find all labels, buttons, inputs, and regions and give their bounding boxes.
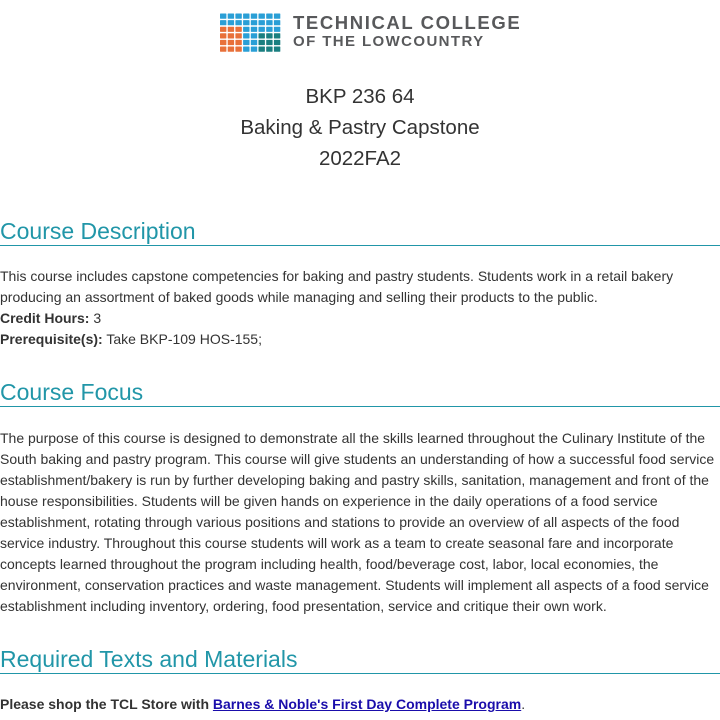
required-texts-heading: Required Texts and Materials bbox=[0, 646, 720, 674]
logo-tile bbox=[266, 47, 272, 52]
logo-tile bbox=[243, 20, 249, 25]
logo-tile bbox=[274, 27, 280, 32]
logo-tile bbox=[235, 27, 241, 32]
logo-tile bbox=[243, 14, 249, 19]
college-logo-text bbox=[293, 14, 521, 51]
logo-tile bbox=[228, 40, 234, 45]
logo-tile bbox=[243, 47, 249, 52]
logo-tile bbox=[243, 40, 249, 45]
logo-tile bbox=[220, 27, 226, 32]
logo-tile bbox=[266, 40, 272, 45]
credit-hours-label: Credit Hours: bbox=[0, 310, 90, 326]
logo-tile bbox=[259, 40, 265, 45]
logo-tile bbox=[274, 40, 280, 45]
course-description-text: This course includes capstone competencies for baking and pastry students. Students work in a retail bakery producing an assortment of baked goods while managing and selling their products to the public. bbox=[0, 268, 674, 305]
shop-notice-prefix: Please shop the TCL Store with bbox=[0, 696, 213, 712]
logo-tile bbox=[235, 14, 241, 19]
logo-tile bbox=[266, 20, 272, 25]
logo-tile bbox=[235, 40, 241, 45]
logo-tile bbox=[251, 27, 257, 32]
logo-tile bbox=[228, 14, 234, 19]
course-term: 2022FA2 bbox=[318, 147, 402, 170]
credit-hours-value: 3 bbox=[93, 310, 102, 326]
logo-tile bbox=[228, 33, 234, 38]
logo-tile bbox=[274, 20, 280, 25]
shop-notice-suffix: . bbox=[521, 696, 526, 712]
logo-tile bbox=[220, 20, 226, 25]
course-focus-text: The purpose of this course is designed to demonstrate all the skills learned throughout the Culinary Institute of the South baking and pastry program. This course will give students an understanding of how a successful food service establishment/bakery is run by further developing baking and pastry skills, sanitation, management and front of the house responsibilities. Students will be given hands on experience in the daily operations of a food service establishment, rotating through various positions and stations to provide an overview of all aspects of the food service industry. Throughout this course students will work as a team to create seasonal fare and incorporate concepts learned throughout the program including health, food/beverage cost, labor, local economies, the environment, conservation practices and waste management. Students will implement all aspects of a food service establishment including inventory, ordering, food presentation, service and critique their own work. bbox=[0, 430, 715, 614]
logo-tile bbox=[274, 47, 280, 52]
course-title: Baking & Pastry Capstone bbox=[240, 116, 480, 139]
college-logo-mark-icon bbox=[220, 13, 283, 53]
logo-tile bbox=[266, 33, 272, 38]
college-name-line1: TECHNICAL COLLEGE bbox=[293, 12, 522, 33]
course-header bbox=[0, 81, 720, 174]
logo-tile bbox=[228, 47, 234, 52]
logo-tile bbox=[251, 47, 257, 52]
college-name-line2: OF THE LOWCOUNTRY bbox=[293, 33, 485, 50]
prerequisites-label: Prerequisite(s): bbox=[0, 331, 103, 347]
logo-tile bbox=[266, 14, 272, 19]
logo-tile bbox=[251, 20, 257, 25]
credit-hours-row bbox=[0, 308, 720, 329]
logo-tile bbox=[259, 27, 265, 32]
logo-tile bbox=[274, 33, 280, 38]
college-logo bbox=[220, 12, 522, 55]
logo-tile bbox=[259, 33, 265, 38]
logo-tile bbox=[266, 27, 272, 32]
logo-tile bbox=[235, 47, 241, 52]
logo-tile bbox=[259, 20, 265, 25]
logo-tile bbox=[251, 33, 257, 38]
course-description-heading: Course Description bbox=[0, 218, 720, 246]
prerequisites-row bbox=[0, 329, 720, 350]
logo-tile bbox=[251, 14, 257, 19]
prerequisites-value: Take BKP-109 HOS-155; bbox=[106, 331, 262, 347]
logo-tile bbox=[228, 27, 234, 32]
logo-tile bbox=[220, 33, 226, 38]
logo-tile bbox=[259, 14, 265, 19]
logo-tile bbox=[259, 47, 265, 52]
logo-tile bbox=[235, 20, 241, 25]
logo-tile bbox=[228, 20, 234, 25]
logo-tile bbox=[251, 40, 257, 45]
logo-tile bbox=[220, 40, 226, 45]
first-day-complete-link[interactable]: Barnes & Noble's First Day Complete Program bbox=[212, 696, 522, 712]
logo-tile bbox=[235, 33, 241, 38]
logo-tile bbox=[243, 33, 249, 38]
course-focus-heading: Course Focus bbox=[0, 379, 720, 407]
logo-tile bbox=[274, 14, 280, 19]
logo-tile bbox=[220, 14, 226, 19]
logo-tile bbox=[243, 27, 249, 32]
shop-notice bbox=[0, 694, 720, 715]
course-code: BKP 236 64 bbox=[305, 85, 415, 108]
logo-tile bbox=[220, 47, 226, 52]
